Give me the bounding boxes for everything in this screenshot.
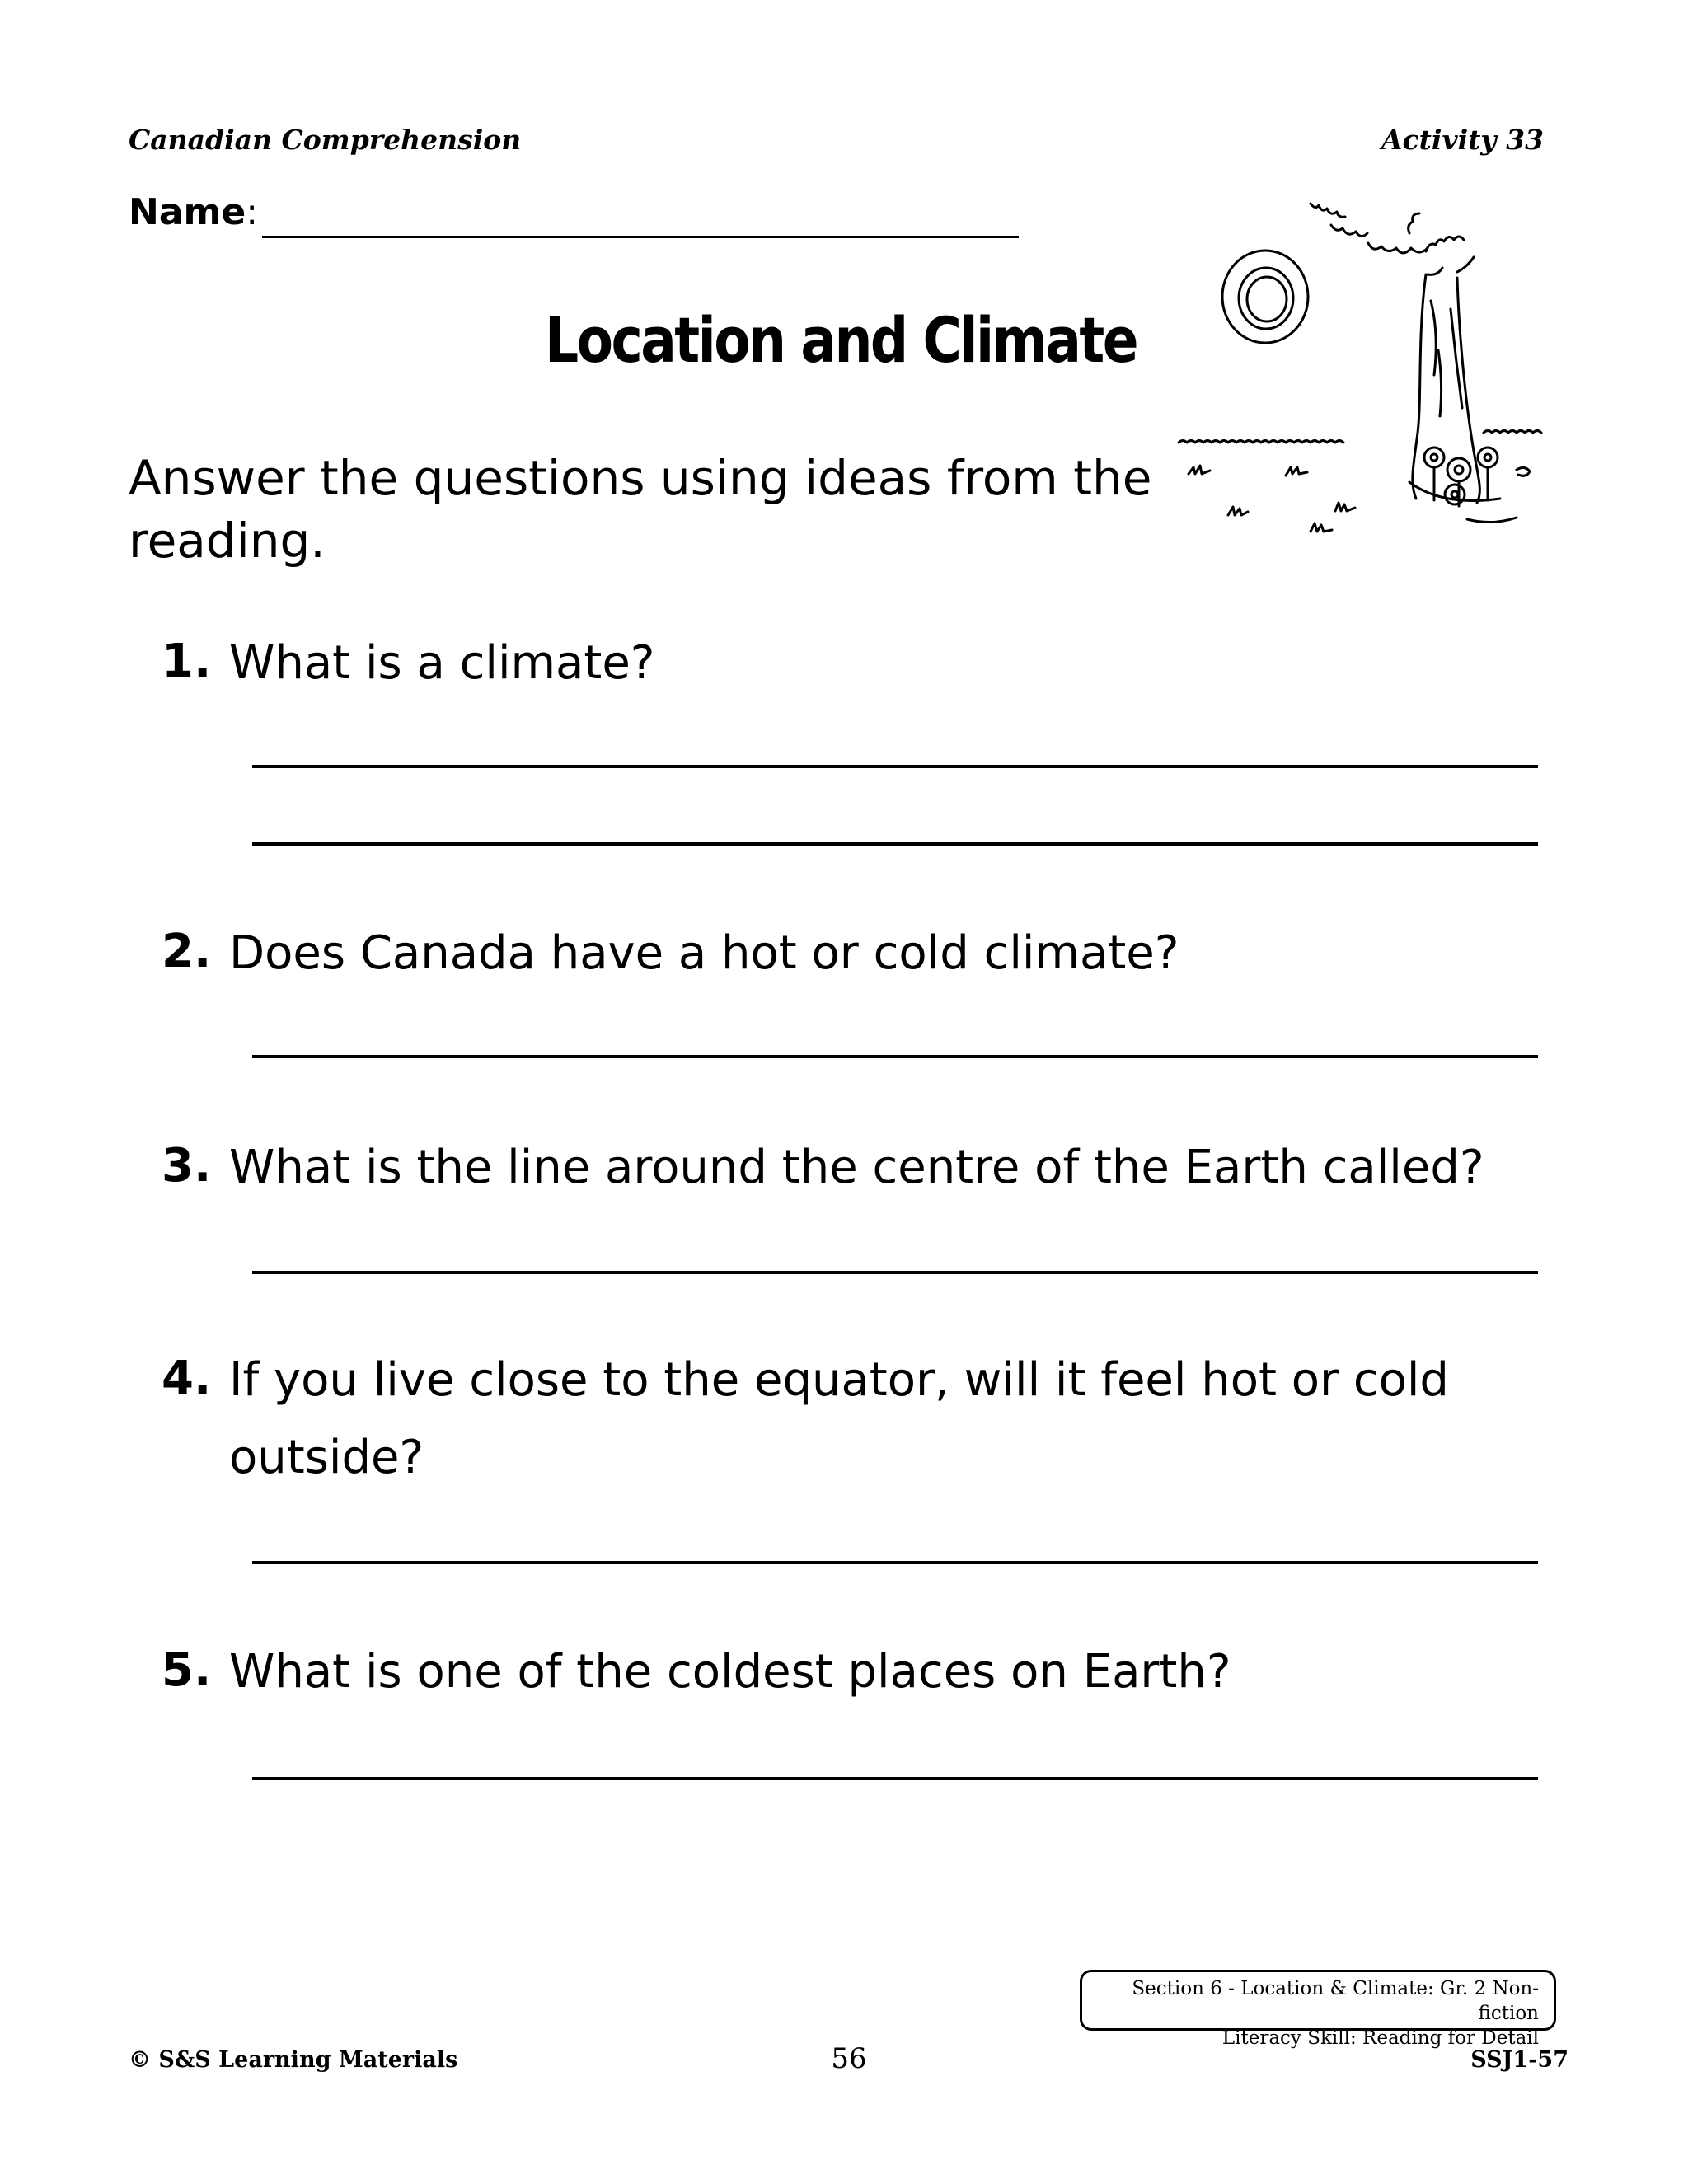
- question-4-answer-line[interactable]: [252, 1561, 1538, 1564]
- question-4-number: 4.: [162, 1352, 212, 1405]
- question-5-answer-line[interactable]: [252, 1777, 1538, 1780]
- page-title: Location and Climate: [545, 303, 1137, 377]
- question-3-text: What is the line around the centre of the Earth called?: [229, 1141, 1484, 1194]
- name-label: [129, 191, 258, 233]
- question-5-number: 5.: [162, 1643, 212, 1697]
- section-info-line-2: Literacy Skill: Reading for Detail: [1221, 2027, 1539, 2049]
- product-code: SSJ1-57: [1470, 2047, 1568, 2073]
- question-1-number: 1.: [162, 635, 212, 688]
- question-5-text: What is one of the coldest places on Earth?: [229, 1645, 1231, 1699]
- question-2-answer-line[interactable]: [252, 1055, 1538, 1058]
- instructions: Answer the questions using ideas from the reading.: [129, 450, 1152, 569]
- question-3-answer-line[interactable]: [252, 1271, 1538, 1274]
- question-1-answer-line-1[interactable]: [252, 765, 1538, 768]
- header-series-title: Canadian Comprehension: [129, 124, 522, 156]
- name-label-text: Name: [129, 191, 246, 233]
- question-1-answer-line-2[interactable]: [252, 842, 1538, 846]
- section-info-line-1: Section 6 - Location & Climate: Gr. 2 Non-fiction: [1132, 1978, 1539, 2024]
- sun-and-tree-illustration: [1170, 185, 1566, 548]
- question-1-text: What is a climate?: [229, 636, 655, 690]
- page-number: 56: [831, 2042, 867, 2075]
- name-input-line[interactable]: [262, 236, 1019, 238]
- question-2-text: Does Canada have a hot or cold climate?: [229, 926, 1179, 980]
- question-4-text: If you live close to the equator, will it feel hot or cold outside?: [229, 1353, 1449, 1484]
- copyright: © S&S Learning Materials: [129, 2047, 458, 2073]
- header-activity-number: Activity 33: [1381, 124, 1544, 156]
- question-3-number: 3.: [162, 1139, 212, 1193]
- section-info-box: [1080, 1970, 1556, 2049]
- question-2-number: 2.: [162, 925, 212, 978]
- name-label-colon: :: [246, 191, 259, 233]
